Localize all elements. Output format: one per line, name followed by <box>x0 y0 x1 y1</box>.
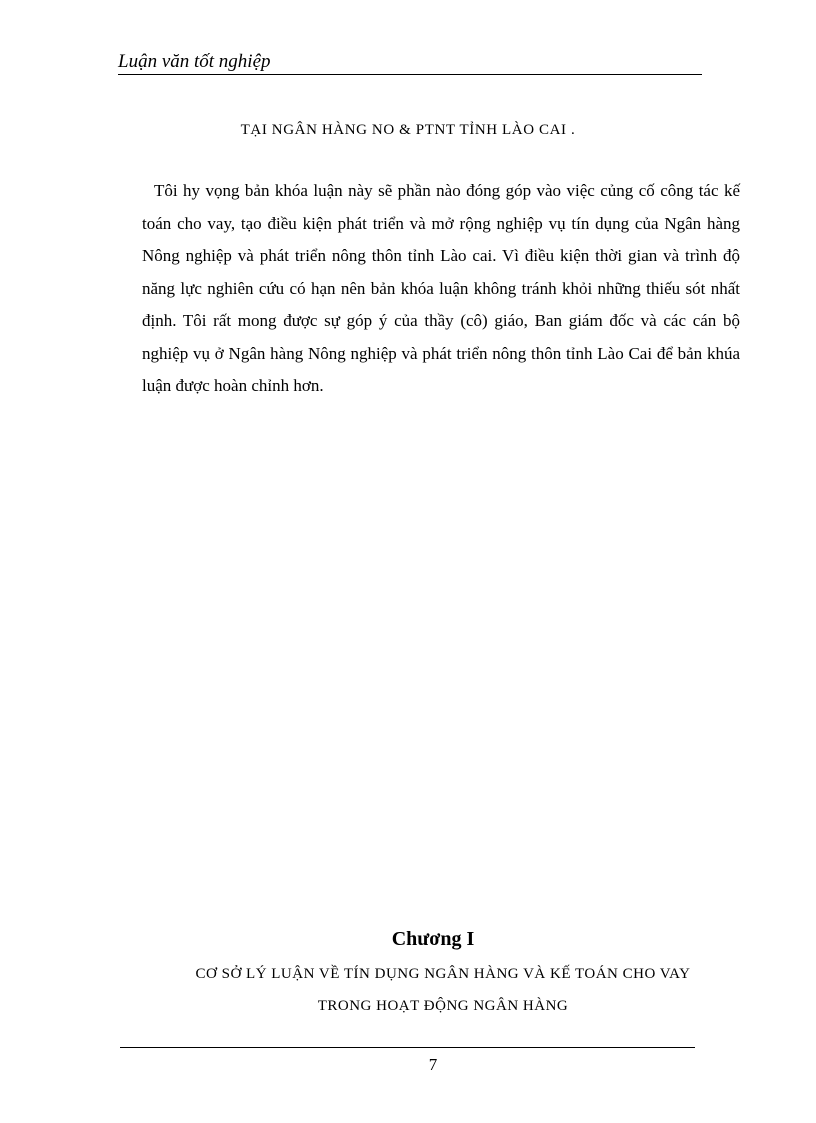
chapter-title: Chương I <box>391 928 475 950</box>
body-text <box>142 175 740 403</box>
body-paragraph: Tôi hy vọng bản khóa luận này sẽ phần nào đóng góp vào việc củng cố công tác kế toán cho vay, tạo điều kiện phát triển và mở rộng nghiệp vụ tín dụng của Ngân hàng Nông nghiệp và phát triển nông thôn tỉnh Lào cai. Vì điều kiện thời gian và trình độ năng lực nghiên cứu có hạn nên bản khóa luận không tránh khỏi những thiếu sót nhất định. Tôi rất mong được sự góp ý của thầy (cô) giáo, Ban giám đốc và các cán bộ nghiệp vụ ở Ngân hàng Nông nghiệp và phát triển nông thôn tỉnh Lào Cai để bản khúa luận được hoàn chỉnh hơn. <box>142 181 740 395</box>
footer-divider <box>120 1047 695 1048</box>
section-subtitle: TẠI NGÂN HÀNG NO & PTNT TỈNH LÀO CAI . <box>240 122 576 138</box>
page-header <box>118 50 702 75</box>
page-number: 7 <box>428 1055 438 1074</box>
chapter-subtitle-line1: CƠ SỞ LÝ LUẬN VỀ TÍN DỤNG NGÂN HÀNG VÀ KẾ TOÁN CHO VAY <box>195 966 691 982</box>
chapter-subtitle-line2: TRONG HOẠT ĐỘNG NGÂN HÀNG <box>317 998 569 1014</box>
header-title: Luận văn tốt nghiệp <box>118 51 271 72</box>
